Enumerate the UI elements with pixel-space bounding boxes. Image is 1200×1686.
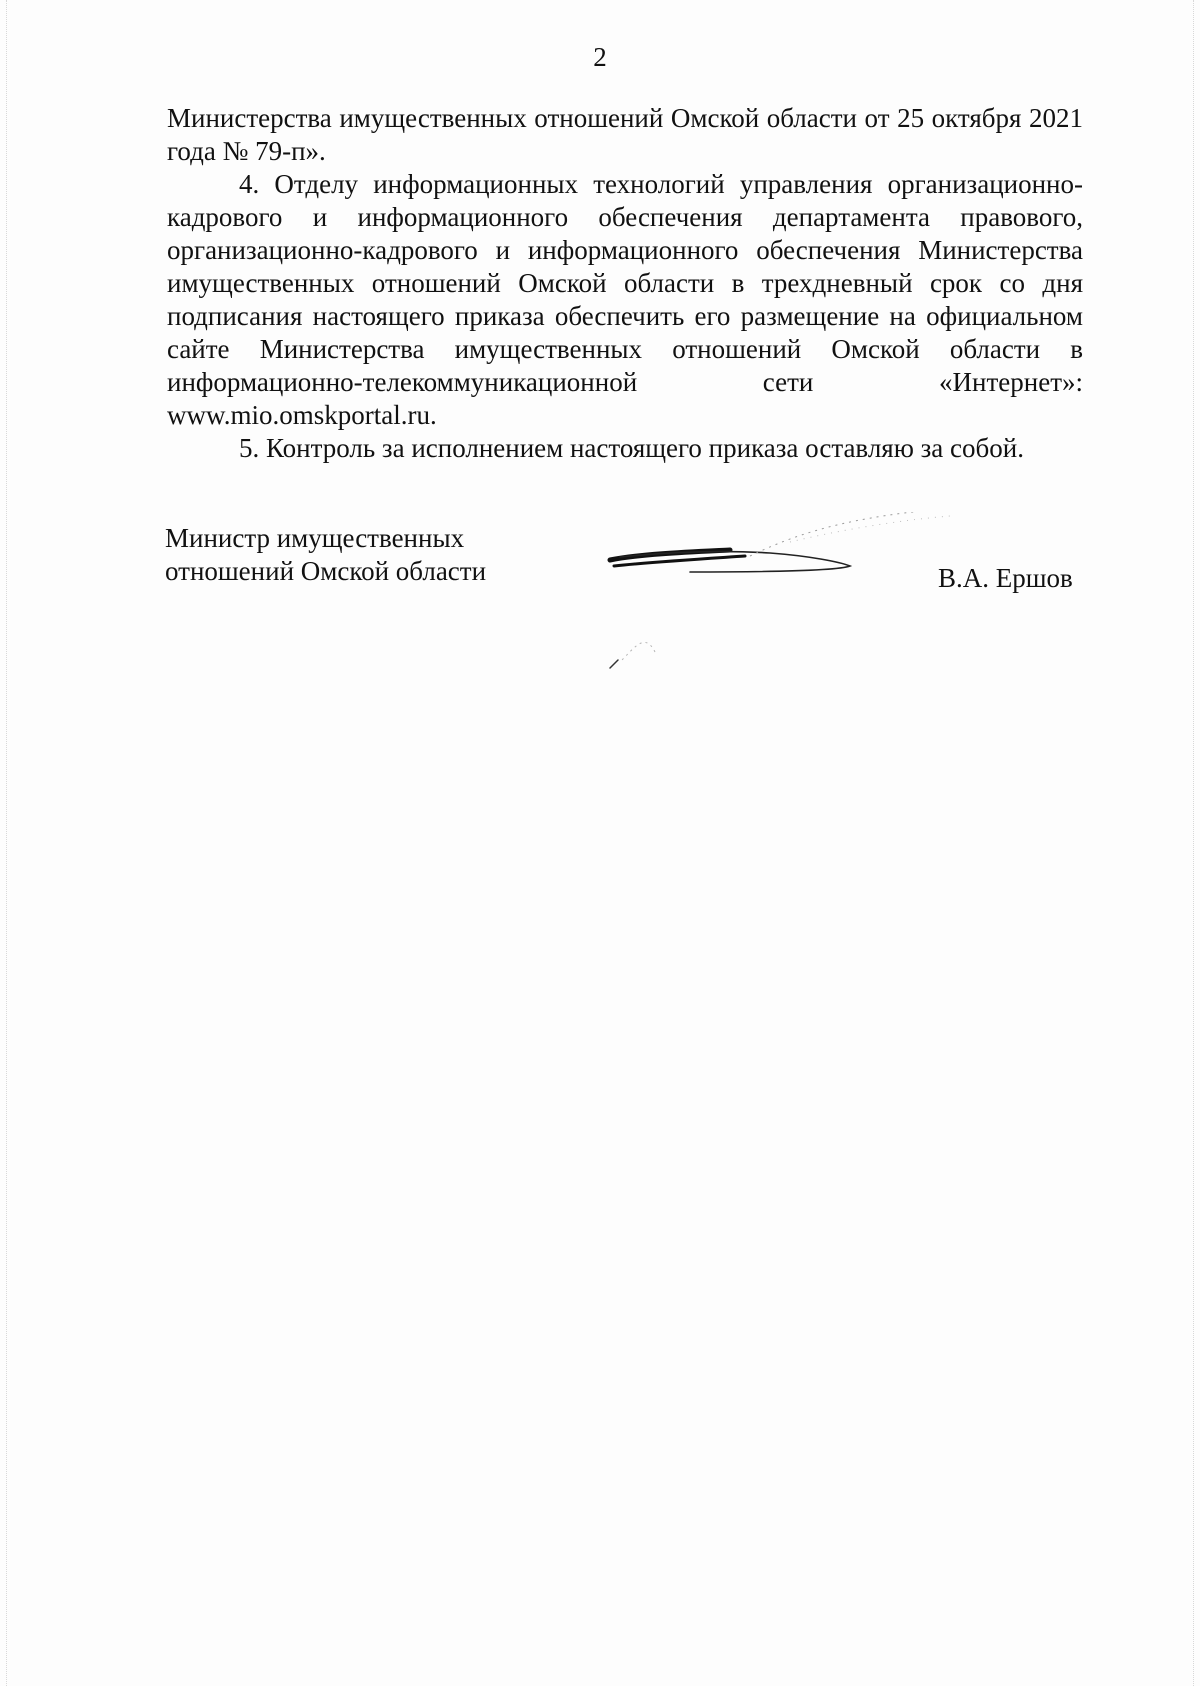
paragraph-item-5: 5. Контроль за исполнением настоящего приказа оставляю за собой. [239,433,1024,463]
paragraph-item-4: 4. Отделу информационных технологий управления организационно-кадрового и информационного обеспечения департамента правового, организационно-кадрового и информационного обеспечения Министерства имущественных отношений Омской области в трехдневный срок со дня подписания настоящего приказа обеспечить его размещение на официальном сайте Министерства имущественных отношений Омской области в информационно-телекоммуникационной сети «Интернет»: www.mio.omskportal.ru. [167,169,1083,430]
signatory-name: В.А. Ершов [938,563,1073,593]
paragraph-continuation: Министерства имущественных отношений Омской области от 25 октября 2021 года № 79-п». [167,103,1083,166]
handwritten-signature [600,512,1040,712]
page-number: 2 [593,42,607,72]
scan-edge-left [6,0,10,1686]
signatory-position-line-1: Министр имущественных [165,523,465,553]
document-body [167,102,1083,465]
signatory-position-line-2: отношений Омской области [165,556,487,586]
scan-edge-right [1190,0,1194,1686]
signatory-position [165,522,486,588]
